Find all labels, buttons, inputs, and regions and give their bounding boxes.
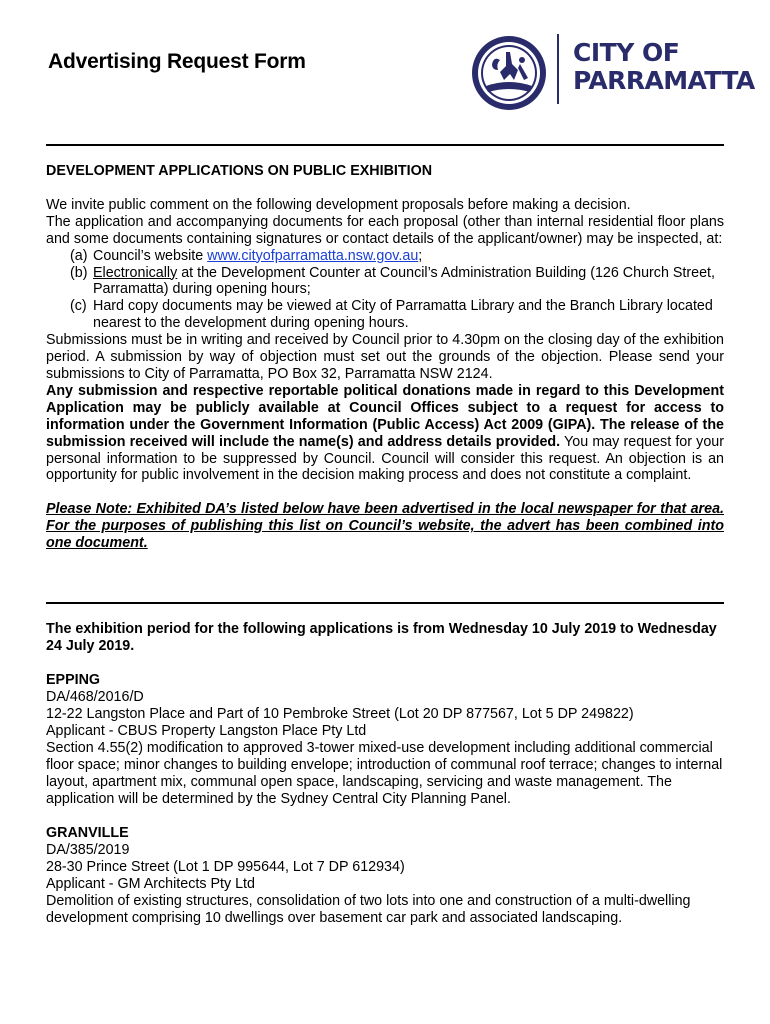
application-suburb: GRANVILLE xyxy=(46,825,129,841)
logo-divider xyxy=(557,34,559,104)
application-applicant: Applicant - GM Architects Pty Ltd xyxy=(46,876,255,892)
logo-line2: PARRAMATTA xyxy=(573,66,755,95)
intro-section xyxy=(46,163,724,552)
divider-top xyxy=(46,144,724,146)
submission-paragraph: Submissions must be in writing and received by Council prior to 4.30pm on the closing day of the exhibition period. A submission by way of objection must set out the grounds of the objection. Please send your submissions to City of Parramatta, PO Box 32, Parramatta NSW 2124. xyxy=(46,332,724,382)
list-label: (b) xyxy=(70,264,88,281)
list-text: Council’s website xyxy=(93,247,208,264)
exhibition-period: The exhibition period for the following applications is from Wednesday 10 July 2019 to Wednesday 24 July 2019. xyxy=(46,621,717,654)
application-suburb: EPPING xyxy=(46,672,101,688)
divider-middle xyxy=(46,602,724,604)
list-text: ; xyxy=(418,247,423,264)
list-label: (c) xyxy=(70,298,87,315)
list-text: Hard copy documents may be viewed at City of Parramatta Library and the Branch Library located nearest to the development during opening hours. xyxy=(93,298,713,332)
logo-wordmark xyxy=(573,40,755,93)
page-title: Advertising Request Form xyxy=(48,50,306,73)
city-emblem-logo xyxy=(470,34,548,112)
council-website-link[interactable]: www.cityofparramatta.nsw.gov.au xyxy=(207,247,419,264)
privacy-paragraph xyxy=(46,383,724,484)
exhibition-section xyxy=(46,621,736,927)
logo-line1: CITY OF xyxy=(573,38,680,67)
application-address: 12-22 Langston Place and Part of 10 Pembroke Street (Lot 20 DP 877567, Lot 5 DP 249822) xyxy=(46,706,634,722)
application-da-number: DA/468/2016/D xyxy=(46,689,144,705)
list-text-underlined: Electronically xyxy=(93,264,178,281)
intro-paragraph: We invite public comment on the following development proposals before making a decision. xyxy=(46,196,631,213)
application-description: Section 4.55(2) modification to approved 3-tower mixed-use development including additional commercial floor space; minor changes to building envelope; introduction of communal roof terrace; changes to internal layout, apartment mix, communal open space, landscaping, servicing and waste management. The application will be determined by the Sydney Central City Planning Panel. xyxy=(46,740,723,807)
publishing-note: Please Note: Exhibited DA’s listed below have been advertised in the local newspaper for that area. For the purposes of publishing this list on Council’s website, the advert has been combined into one document. xyxy=(46,501,724,552)
list-item xyxy=(46,298,724,332)
application-address: 28-30 Prince Street (Lot 1 DP 995644, Lot 7 DP 612934) xyxy=(46,859,405,875)
list-label: (a) xyxy=(70,247,88,264)
application-entry xyxy=(46,672,736,808)
list-item xyxy=(46,248,724,265)
application-entry xyxy=(46,825,736,927)
application-da-number: DA/385/2019 xyxy=(46,842,130,858)
privacy-text: You may request for your personal information to be suppressed by Council. Council will consider this request. An objection is an opportunity for public involvement in the decision making process and does not constitute a complaint. xyxy=(46,433,724,484)
list-text: at the Development Counter at Council’s Administration Building (126 Church Street, Parramatta) during opening hours; xyxy=(93,264,715,298)
inspection-list xyxy=(46,248,724,333)
list-item xyxy=(46,265,724,299)
section-heading: DEVELOPMENT APPLICATIONS ON PUBLIC EXHIBITION xyxy=(46,163,433,179)
application-applicant: Applicant - CBUS Property Langston Place Pty Ltd xyxy=(46,723,367,739)
inspection-paragraph: The application and accompanying documents for each proposal (other than internal residential floor plans and some documents containing signatures or contact details of the applicant/owner) may be inspected, at: xyxy=(46,213,724,247)
application-description: Demolition of existing structures, consolidation of two lots into one and construction of a multi-dwelling development comprising 10 dwellings over basement car park and associated landscaping. xyxy=(46,893,691,926)
privacy-bold-text: Any submission and respective reportable political donations made in regard to this Development Application may be publicly available at Council Offices subject to a request for access to information under the Government Information (Public Access) Act 2009 (GIPA). The release of the submission received will include the name(s) and address details provided. xyxy=(46,382,724,450)
